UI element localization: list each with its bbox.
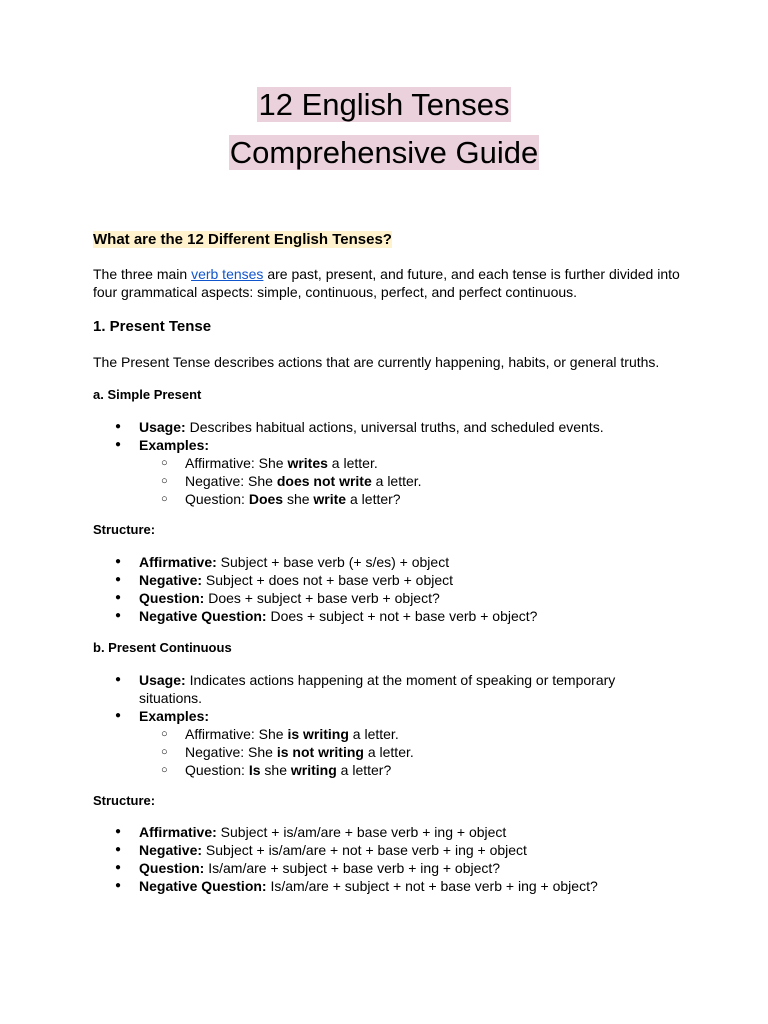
simple-present-structure-list — [93, 553, 683, 625]
title-line-2 — [0, 135, 768, 171]
structure-label: Affirmative: — [139, 554, 217, 570]
structure-label: Question: — [139, 860, 205, 876]
structure-item — [93, 607, 683, 625]
structure-text: Is/am/are + subject + base verb + ing + object? — [204, 860, 501, 876]
simple-present-list — [93, 418, 683, 508]
structure-item — [93, 553, 683, 571]
examples-label: Examples: — [139, 437, 210, 453]
example-text: a letter. — [363, 744, 414, 760]
structure-item — [93, 571, 683, 589]
list-item — [93, 707, 653, 725]
example-text: she — [283, 491, 314, 507]
usage-label: Usage: — [139, 672, 186, 688]
structure-label: Affirmative: — [139, 824, 217, 840]
example-text: a letter. — [327, 455, 378, 471]
section-heading-text: What are the 12 Different English Tenses? — [93, 231, 392, 248]
list-item — [93, 436, 683, 454]
example-verb: write — [313, 491, 347, 507]
usage-text: Describes habitual actions, universal truths, and scheduled events. — [185, 419, 604, 435]
structure-item — [93, 877, 683, 895]
example-verb: writes — [287, 455, 328, 471]
example-verb: Is — [248, 762, 261, 778]
example-verb: is not writing — [276, 744, 364, 760]
example-item — [93, 761, 653, 779]
example-item — [93, 743, 653, 761]
usage-text: Indicates actions happening at the moment of speaking or temporary situations. — [139, 672, 616, 706]
example-text: Question: — [185, 491, 249, 507]
structure-heading: Structure: — [93, 522, 156, 537]
structure-label: Negative Question: — [139, 608, 267, 624]
structure-text: Is/am/are + subject + not + base verb + ing + object? — [266, 878, 598, 894]
structure-label: Negative: — [139, 842, 203, 858]
structure-label: Negative: — [139, 572, 203, 588]
example-verb: is writing — [287, 726, 349, 742]
structure-label: Negative Question: — [139, 878, 267, 894]
usage-label: Usage: — [139, 419, 186, 435]
example-item — [93, 454, 683, 472]
structure-text: Does + subject + base verb + object? — [204, 590, 440, 606]
title-line-1 — [0, 87, 768, 123]
title-text-2: Comprehensive Guide — [229, 135, 539, 170]
example-item — [93, 725, 653, 743]
structure-item — [93, 841, 683, 859]
example-item — [93, 490, 683, 508]
example-text: a letter? — [336, 762, 392, 778]
intro-paragraph — [93, 265, 683, 301]
structure-item — [93, 823, 683, 841]
example-text: Affirmative: She — [185, 726, 288, 742]
structure-text: Subject + is/am/are + base verb + ing + object — [216, 824, 507, 840]
structure-text: Does + subject + not + base verb + object? — [266, 608, 538, 624]
example-text: a letter. — [348, 726, 399, 742]
structure-text: Subject + is/am/are + not + base verb + ing + object — [202, 842, 527, 858]
example-text: a letter. — [371, 473, 422, 489]
example-text: she — [260, 762, 291, 778]
present-continuous-structure-list — [93, 823, 683, 895]
present-continuous-list — [93, 671, 653, 779]
structure-item — [93, 589, 683, 607]
example-verb: Does — [248, 491, 284, 507]
structure-item — [93, 859, 683, 877]
list-item — [93, 671, 653, 707]
present-continuous-heading: b. Present Continuous — [93, 640, 232, 655]
example-text: Negative: She — [185, 744, 277, 760]
examples-label: Examples: — [139, 708, 210, 724]
example-text: Question: — [185, 762, 249, 778]
title-text-1: 12 English Tenses — [258, 87, 510, 122]
structure-text: Subject + does not + base verb + object — [202, 572, 454, 588]
structure-heading: Structure: — [93, 793, 156, 808]
section-heading — [93, 231, 683, 249]
example-text: Affirmative: She — [185, 455, 288, 471]
example-verb: does not write — [276, 473, 372, 489]
intro-text-before: The three main — [93, 266, 192, 282]
present-tense-heading: 1. Present Tense — [93, 318, 212, 335]
example-text: Negative: She — [185, 473, 277, 489]
verb-tenses-link[interactable]: verb tenses — [191, 266, 264, 282]
example-verb: writing — [290, 762, 337, 778]
structure-label: Question: — [139, 590, 205, 606]
list-item — [93, 418, 683, 436]
structure-text: Subject + base verb (+ s/es) + object — [216, 554, 450, 570]
intro-text-after: are past, present, and future, and each tense is further divided into four grammatical aspects: simple, continuous, perfect, and perfect continuous. — [93, 266, 680, 300]
present-tense-description: The Present Tense describes actions that are currently happening, habits, or general truths. — [93, 354, 660, 370]
simple-present-heading: a. Simple Present — [93, 387, 202, 402]
example-item — [93, 472, 683, 490]
example-text: a letter? — [346, 491, 401, 507]
